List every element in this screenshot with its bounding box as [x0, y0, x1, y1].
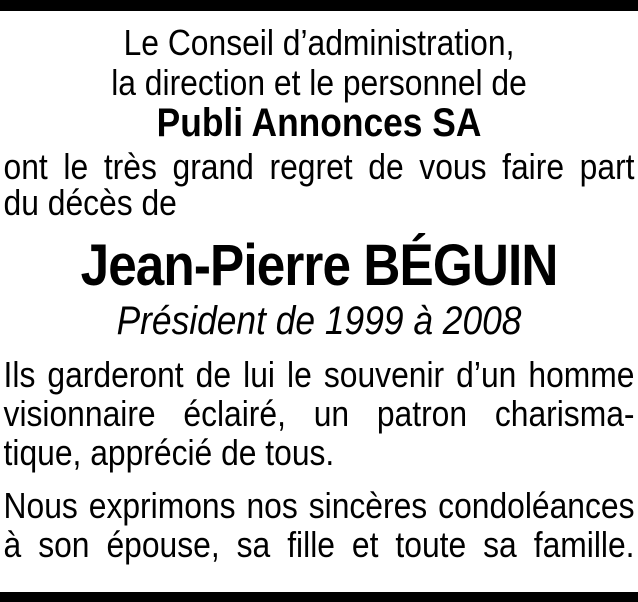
regret-line-1: ont le très grand regret de vous faire part — [3, 146, 635, 187]
deceased-name: Jean-Pierre BÉGUIN — [80, 233, 558, 298]
intro-block — [4, 23, 635, 143]
intro-line-2: la direction et le personnel de — [111, 62, 527, 103]
notice-content — [0, 11, 638, 564]
tribute-line-3: tique, apprécié de tous. — [3, 432, 335, 473]
tribute-line-2: visionnaire éclairé, un patron charisma- — [3, 393, 635, 434]
deceased-title-line: Président de 1999 à 2008 — [116, 299, 522, 343]
condolence-paragraph — [4, 486, 635, 564]
tribute-line-1: Ils garderont de lui le souvenir d’un homme — [3, 354, 635, 395]
condolence-line-2: à son épouse, sa fille et toute sa famille. — [3, 524, 635, 565]
regret-block — [3, 146, 635, 223]
condolence-line-1: Nous exprimons nos sincères condoléances — [3, 485, 635, 526]
regret-line-2: du décès de — [3, 182, 177, 223]
tribute-paragraph — [4, 355, 635, 472]
top-border — [0, 0, 638, 11]
intro-line-1: Le Conseil d’administration, — [123, 22, 515, 63]
company-name: Publi Annonces SA — [156, 101, 482, 145]
bottom-border — [0, 592, 638, 602]
